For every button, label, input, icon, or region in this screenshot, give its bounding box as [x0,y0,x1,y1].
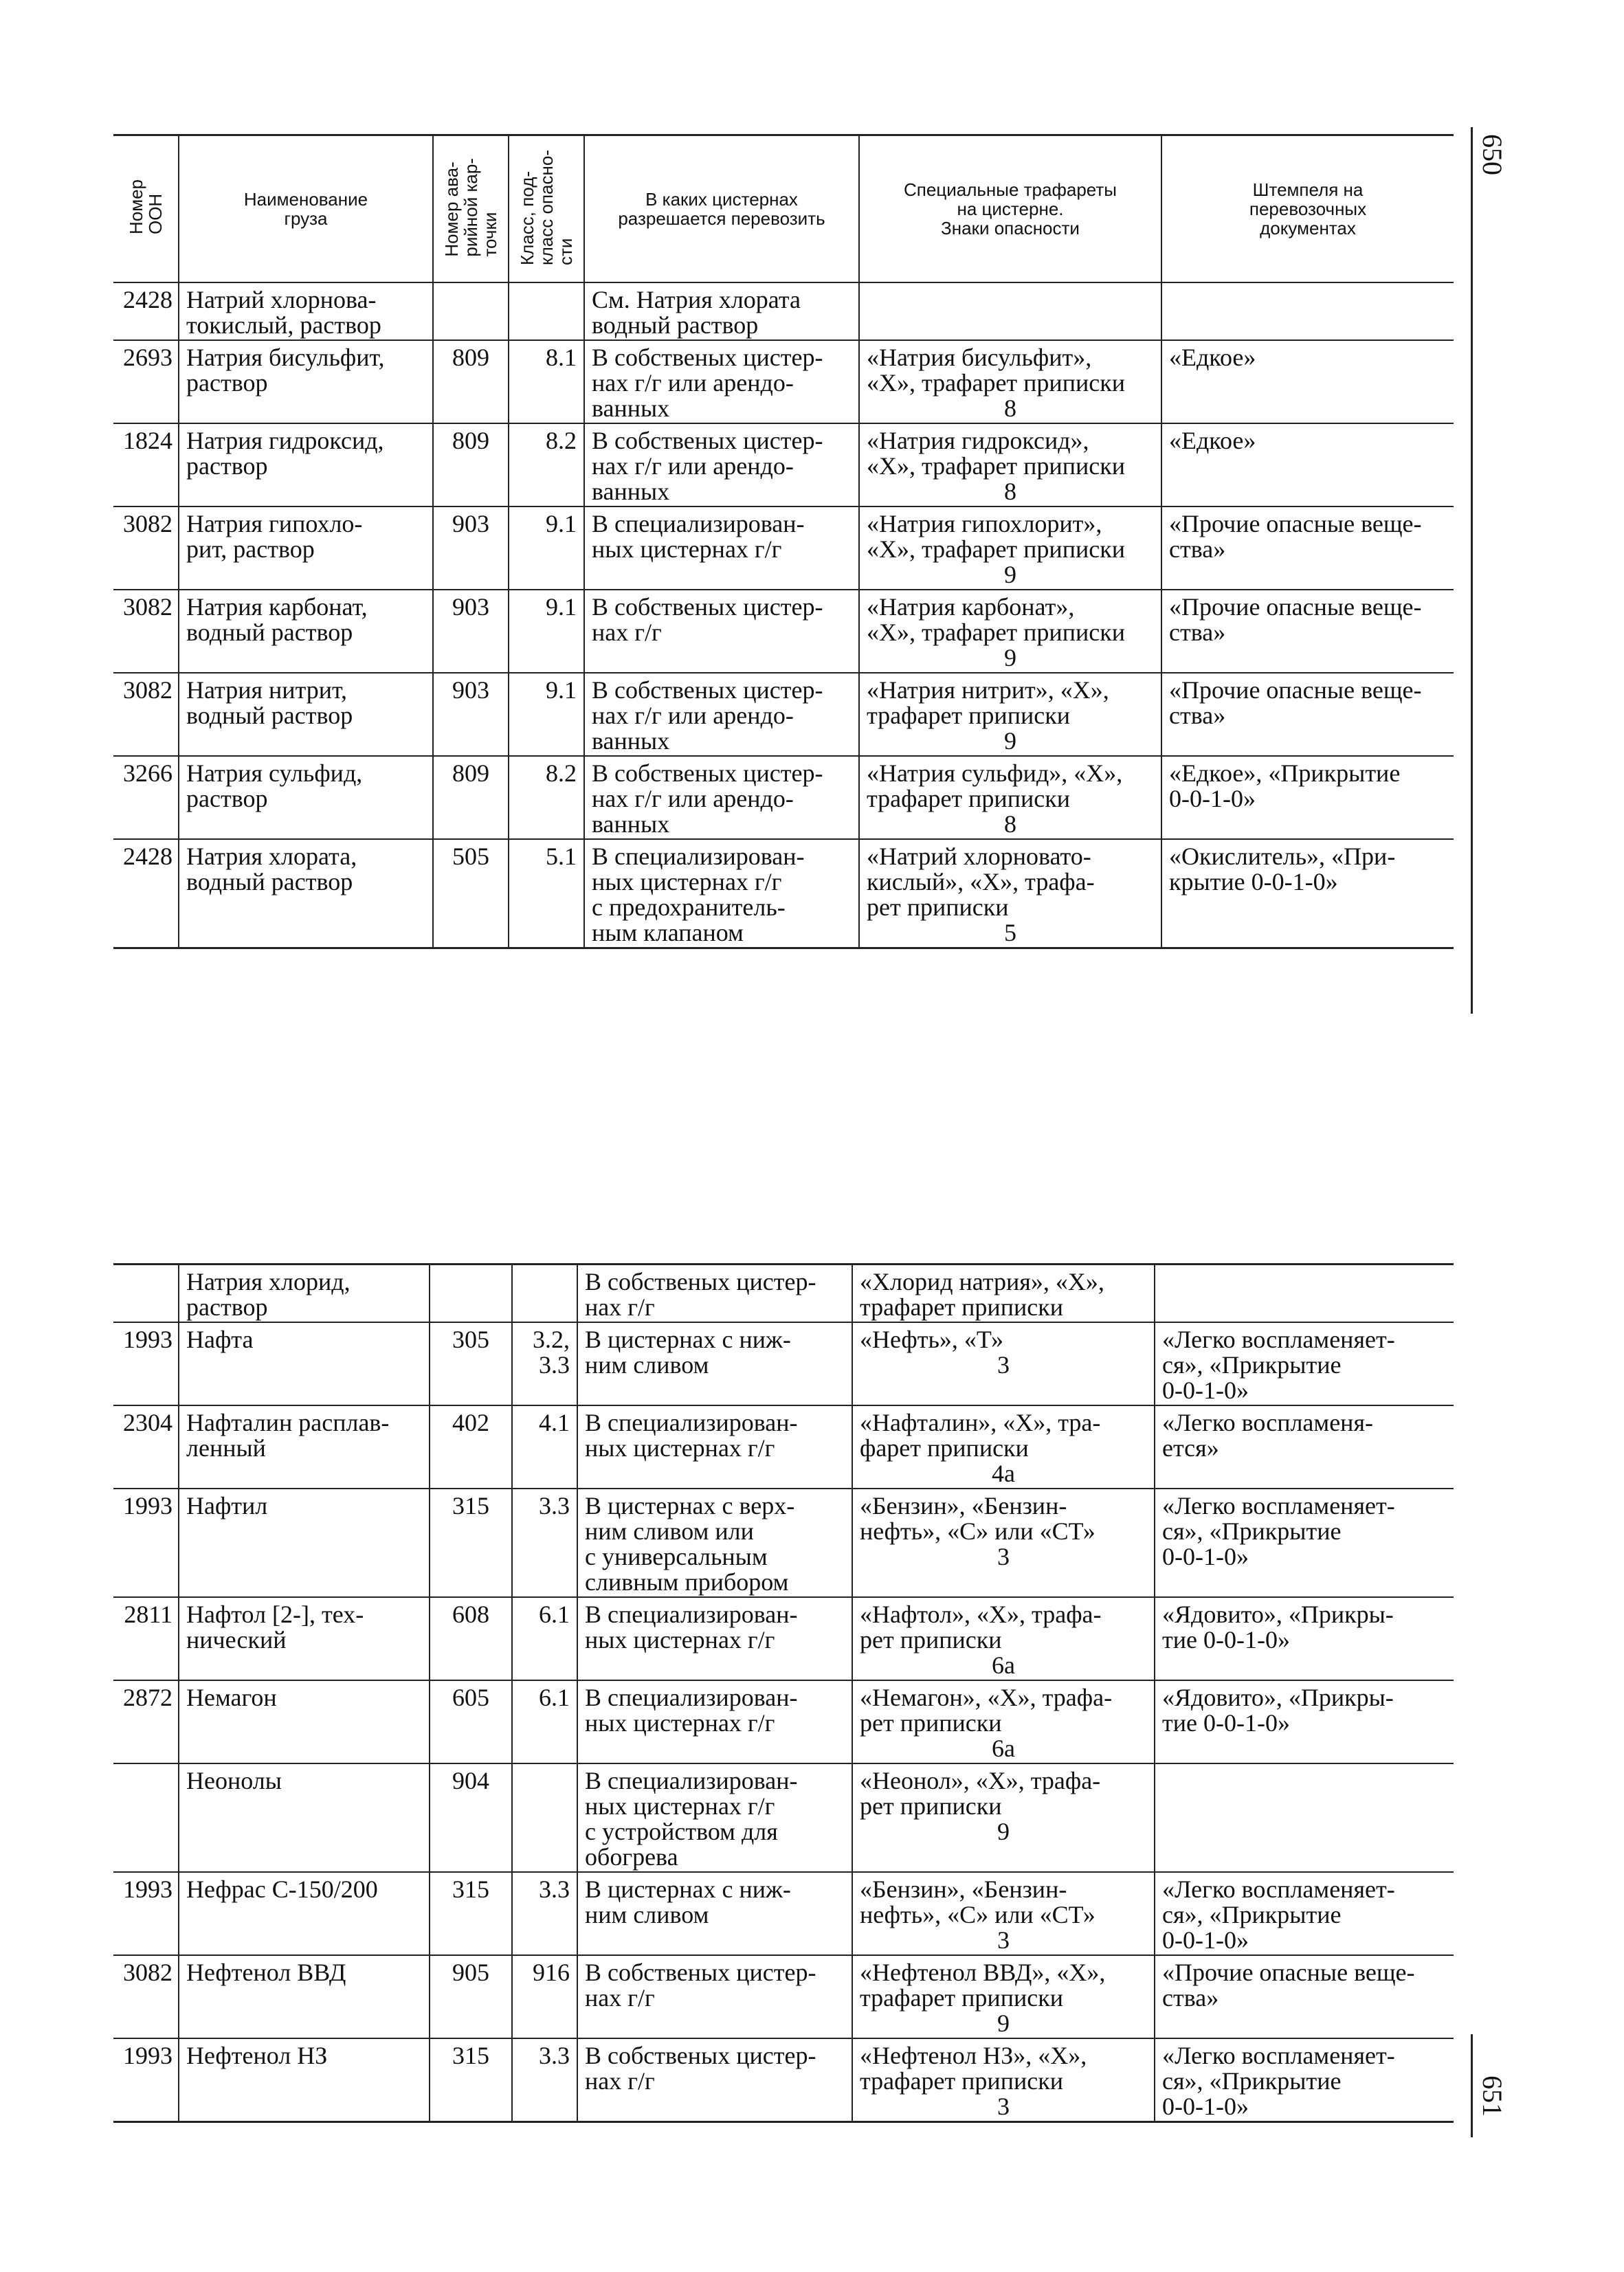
un-number-cell: 2811 [113,1597,179,1680]
cargo-name-cell: Натрия карбонат, водный раствор [179,590,433,673]
stamp-cell: «Окислитель», «При- крытие 0-0-1-0» [1161,839,1454,948]
cargo-name-cell: Натрия гидроксид, раствор [179,423,433,506]
stencil-cell [859,506,1161,590]
danger-sign: 9 [1004,727,1016,755]
danger-sign: 9 [1004,561,1016,588]
emergency-card-cell: 315 [430,1489,512,1597]
table-row [113,506,1454,590]
cargo-name-cell: Натрий хлорнова- токислый, раствор [179,282,433,340]
tank-cell: В собственых цистер- нах г/г [577,1265,852,1323]
danger-sign: 8 [1004,478,1016,505]
tank-cell: В цистернах с ниж- ним сливом [577,1872,852,1955]
stencil-text: «Нефтенол НЗ», «Х», трафарет приписки [860,2042,1087,2095]
stamp-cell: «Ядовито», «Прикры- тие 0-0-1-0» [1155,1597,1454,1680]
stencil-text: «Натрий хлорновато- кислый», «Х», трафа- рет приписки [867,843,1095,921]
tank-cell: В собственых цистер- нах г/г [577,1955,852,2038]
un-number-cell: 2693 [113,340,179,423]
emergency-card-cell: 905 [430,1955,512,2038]
emergency-card-cell: 402 [430,1405,512,1489]
hazard-class-cell [512,1763,577,1872]
cargo-name-cell: Нафталин расплав- ленный [179,1405,430,1489]
table-row [113,1597,1454,1680]
hazard-class-cell: 916 [512,1955,577,2038]
un-number-cell: 2872 [113,1680,179,1763]
table-row [113,1405,1454,1489]
emergency-card-cell: 809 [433,756,509,839]
stencil-text: «Натрия гипохлорит», «Х», трафарет приписки [867,510,1125,563]
stamp-cell: «Прочие опасные веще- ства» [1161,590,1454,673]
tank-cell: В специализирован- ных цистернах г/г [577,1680,852,1763]
table-row [113,1680,1454,1763]
tank-cell: В специализирован- ных цистернах г/г с устройством для обогрева [577,1763,852,1872]
stamp-cell [1155,1763,1454,1872]
hazard-class-cell [509,282,584,340]
stencil-cell [852,1322,1155,1405]
un-number-cell: 1993 [113,1322,179,1405]
stencil-cell [859,756,1161,839]
stamp-cell: «Легко воспламеняет- ся», «Прикрытие 0-0-1-0» [1155,2038,1454,2122]
emergency-card-cell: 315 [430,2038,512,2122]
hazard-class-cell: 4.1 [512,1405,577,1489]
tank-cell: В собственых цистер- нах г/г или арендо- ванных [584,340,859,423]
header-hazard-class: Класс, под- класс опасно- сти [509,135,584,283]
cargo-name-cell: Нафтол [2-], тех- нический [179,1597,430,1680]
stencil-cell [859,282,1161,340]
hazard-class-cell: 3.3 [512,1872,577,1955]
un-number-cell: 2304 [113,1405,179,1489]
danger-sign: 5 [1004,919,1016,946]
cargo-name-cell: Натрия гипохло- рит, раствор [179,506,433,590]
page-number-top: 650 [1477,134,1508,175]
tank-cell: В собственых цистер- нах г/г [584,590,859,673]
un-number-cell: 3082 [113,506,179,590]
stencil-text: «Нефтенол ВВД», «Х», трафарет приписки [860,1959,1106,2012]
emergency-card-cell: 903 [433,506,509,590]
danger-sign: 8 [1004,810,1016,838]
stamp-cell: «Легко воспламеняет- ся», «Прикрытие 0-0-1-0» [1155,1489,1454,1597]
stencil-text: «Немагон», «Х», трафа- рет приписки [860,1684,1113,1737]
table-row [113,756,1454,839]
emergency-card-cell: 305 [430,1322,512,1405]
tank-cell: В специализирован- ных цистернах г/г [577,1597,852,1680]
danger-sign: 8 [1004,394,1016,422]
cargo-name-cell: Натрия сульфид, раствор [179,756,433,839]
tank-cell: В цистернах с верх- ним сливом или с универсальным сливным прибором [577,1489,852,1597]
page-margin-line-bottom [1471,2034,1473,2137]
table-row [113,2038,1454,2122]
danger-sign: 9 [1004,644,1016,671]
stencil-text: «Неонол», «Х», трафа- рет приписки [860,1767,1101,1820]
stencil-cell [852,1489,1155,1597]
hazard-class-cell: 8.2 [509,756,584,839]
un-number-cell: 1824 [113,423,179,506]
stencil-text: «Хлорид натрия», «Х», трафарет приписки [860,1268,1104,1321]
page-number-bottom: 651 [1477,2075,1508,2117]
table-row [113,839,1454,948]
cargo-name-cell: Нафтил [179,1489,430,1597]
stencil-text: «Нафтол», «Х», трафа- рет приписки [860,1601,1102,1653]
stencil-cell [859,423,1161,506]
cargo-table-upper [113,134,1454,949]
emergency-card-cell [430,1265,512,1323]
hazard-class-cell: 3.3 [512,1489,577,1597]
table-row [113,1955,1454,2038]
hazard-class-cell: 9.1 [509,673,584,756]
tank-cell: В специализирован- ных цистернах г/г [577,1405,852,1489]
header-tanks: В каких цистернах разрешается перевозить [584,135,859,283]
stamp-cell: «Легко воспламеня- ется» [1155,1405,1454,1489]
header-row [113,135,1454,283]
emergency-card-cell: 608 [430,1597,512,1680]
hazard-class-cell: 8.1 [509,340,584,423]
stamp-cell: «Едкое» [1161,340,1454,423]
emergency-card-cell: 904 [430,1763,512,1872]
table-row [113,1872,1454,1955]
stencil-cell [852,1680,1155,1763]
header-emergency-card: Номер ава- рийной кар- точки [433,135,509,283]
un-number-cell: 2428 [113,282,179,340]
stencil-cell [852,1763,1155,1872]
stencil-text: «Нафталин», «Х», тра- фарет приписки [860,1409,1101,1462]
stencil-text: «Нефть», «Т» [860,1326,1003,1353]
un-number-cell: 2428 [113,839,179,948]
stamp-cell: «Едкое» [1161,423,1454,506]
table-row [113,1265,1454,1323]
cargo-name-cell: Неонолы [179,1763,430,1872]
table-row [113,673,1454,756]
stencil-text: «Натрия нитрит», «Х», трафарет приписки [867,676,1109,729]
stencil-cell [859,340,1161,423]
stamp-cell: «Легко воспламеняет- ся», «Прикрытие 0-0-1-0» [1155,1322,1454,1405]
cargo-name-cell: Немагон [179,1680,430,1763]
tank-cell: В специализирован- ных цистернах г/г [584,506,859,590]
stamp-cell: «Едкое», «Прикрытие 0-0-1-0» [1161,756,1454,839]
cargo-name-cell: Нефрас С-150/200 [179,1872,430,1955]
hazard-class-cell: 8.2 [509,423,584,506]
header-un-number: Номер ООН [113,135,179,283]
stencil-text: «Натрия бисульфит», «Х», трафарет приписки [867,344,1125,397]
un-number-cell: 3082 [113,673,179,756]
stencil-cell [852,1872,1155,1955]
stamp-cell: «Ядовито», «Прикры- тие 0-0-1-0» [1155,1680,1454,1763]
header-cargo-name: Наименование груза [179,135,433,283]
emergency-card-cell: 315 [430,1872,512,1955]
hazard-class-cell: 6.1 [512,1680,577,1763]
stencil-cell [852,1405,1155,1489]
stencil-cell [852,1955,1155,2038]
stencil-text: «Бензин», «Бензин- нефть», «С» или «СТ» [860,1875,1095,1928]
hazard-class-cell: 6.1 [512,1597,577,1680]
emergency-card-cell: 809 [433,340,509,423]
stencil-text: «Бензин», «Бензин- нефть», «С» или «СТ» [860,1492,1095,1545]
danger-sign: 3 [997,1926,1010,1954]
un-number-cell [113,1265,179,1323]
cargo-table-lower [113,1263,1454,2123]
un-number-cell: 1993 [113,1489,179,1597]
danger-sign: 6а [992,1651,1015,1679]
tank-cell: В специализирован- ных цистернах г/г с предохранитель- ным клапаном [584,839,859,948]
cargo-name-cell: Натрия бисульфит, раствор [179,340,433,423]
table-row [113,1763,1454,1872]
table-row [113,282,1454,340]
hazard-class-cell: 3.3 [512,2038,577,2122]
tank-cell: В собственых цистер- нах г/г или арендо- ванных [584,673,859,756]
un-number-cell: 3082 [113,590,179,673]
danger-sign: 6а [992,1735,1015,1762]
danger-sign: 9 [997,1818,1010,1845]
stamp-cell: «Прочие опасные веще- ства» [1161,673,1454,756]
stamp-cell: «Прочие опасные веще- ства» [1155,1955,1454,2038]
stamp-cell: «Прочие опасные веще- ства» [1161,506,1454,590]
un-number-cell: 1993 [113,2038,179,2122]
page-margin-line-top [1471,127,1473,1014]
stamp-cell [1161,282,1454,340]
tank-cell: См. Натрия хлората водный раствор [584,282,859,340]
un-number-cell: 3266 [113,756,179,839]
stencil-cell [852,2038,1155,2122]
table-row [113,423,1454,506]
hazard-class-cell [512,1265,577,1323]
tank-cell: В цистернах с ниж- ним сливом [577,1322,852,1405]
emergency-card-cell: 505 [433,839,509,948]
stencil-cell [859,839,1161,948]
stencil-cell [852,1265,1155,1323]
tank-cell: В собственых цистер- нах г/г [577,2038,852,2122]
hazard-class-cell: 9.1 [509,590,584,673]
cargo-name-cell: Натрия нитрит, водный раствор [179,673,433,756]
tank-cell: В собственых цистер- нах г/г или арендо- ванных [584,756,859,839]
stencil-text: «Натрия сульфид», «Х», трафарет приписки [867,759,1123,812]
cargo-name-cell: Натрия хлорид, раствор [179,1265,430,1323]
table-row [113,1489,1454,1597]
table-row [113,590,1454,673]
stencil-cell [859,673,1161,756]
un-number-cell [113,1763,179,1872]
emergency-card-cell [433,282,509,340]
danger-sign: 3 [997,2093,1010,2120]
stencil-text: «Натрия гидроксид», «Х», трафарет приписки [867,427,1125,480]
emergency-card-cell: 605 [430,1680,512,1763]
stencil-text: «Натрия карбонат», «Х», трафарет приписки [867,593,1125,646]
table-row [113,340,1454,423]
emergency-card-cell: 903 [433,673,509,756]
header-stamps: Штемпеля на перевозочных документах [1161,135,1454,283]
emergency-card-cell: 809 [433,423,509,506]
stamp-cell [1155,1265,1454,1323]
danger-sign: 9 [997,2009,1010,2037]
danger-sign: 3 [997,1351,1010,1379]
header-stencils: Специальные трафареты на цистерне. Знаки опасности [859,135,1161,283]
cargo-name-cell: Натрия хлората, водный раствор [179,839,433,948]
danger-sign: 4а [992,1460,1015,1487]
un-number-cell: 3082 [113,1955,179,2038]
cargo-name-cell: Нафта [179,1322,430,1405]
cargo-name-cell: Нефтенол НЗ [179,2038,430,2122]
danger-sign: 3 [997,1543,1010,1570]
hazard-class-cell: 9.1 [509,506,584,590]
stamp-cell: «Легко воспламеняет- ся», «Прикрытие 0-0-1-0» [1155,1872,1454,1955]
stencil-cell [852,1597,1155,1680]
hazard-class-cell: 5.1 [509,839,584,948]
un-number-cell: 1993 [113,1872,179,1955]
hazard-class-cell: 3.2, 3.3 [512,1322,577,1405]
table-row [113,1322,1454,1405]
stencil-cell [859,590,1161,673]
cargo-name-cell: Нефтенол ВВД [179,1955,430,2038]
tank-cell: В собственых цистер- нах г/г или арендо- ванных [584,423,859,506]
emergency-card-cell: 903 [433,590,509,673]
